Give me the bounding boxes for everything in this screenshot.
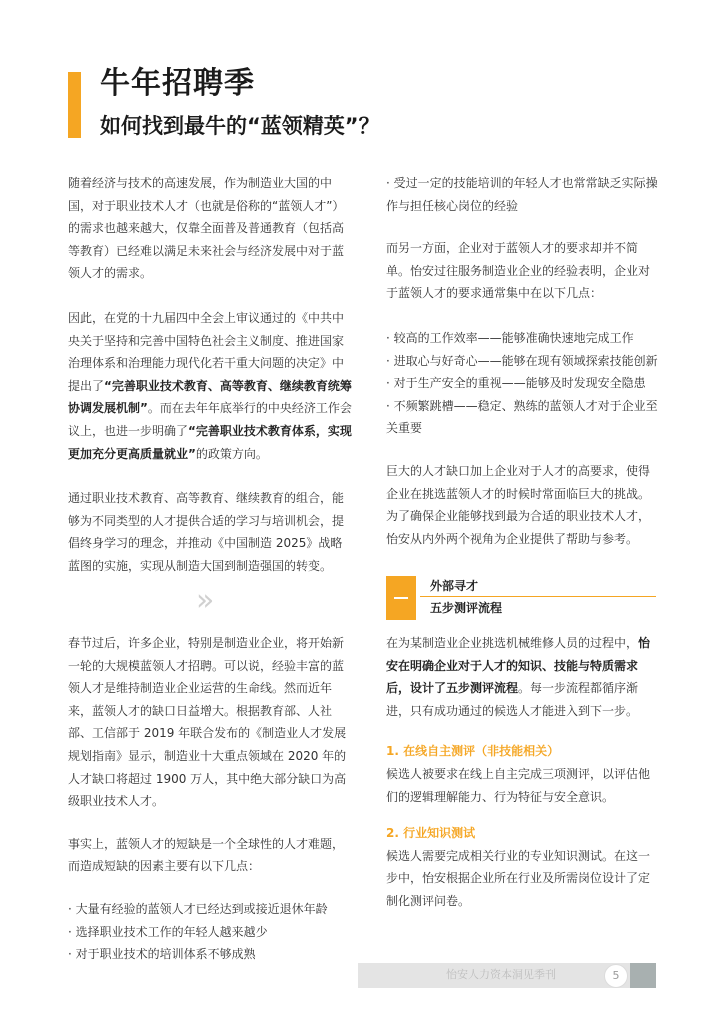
left-paragraph-1: 随着经济与技术的高速发展，作为制造业大国的中国，对于职业技术人才（也就是俗称的“蓝领人才”）的需求也越来越大，仅靠全面普及普通教育（包括高等教育）已经难以满足未来社会与经济发展中对于蓝领人才的需求。 — [68, 176, 345, 281]
p2-text-a: 因此，在党的十九届四中全会上审议通过的《中共中央关于坚持和完善中国特色社会主义制度、推进国家治理体系和治理能力现代化若干重大问题的决定》中提出了 — [68, 310, 345, 393]
left-paragraph-4: 春节过后，许多企业，特别是制造业企业，将开始新一轮的大规模蓝领人才招聘。可以说，经验丰富的蓝领人才是维持制造业企业运营的生命线。然而近年来，蓝领人才的缺口日益增大。根据教育部、人社部、工信部于 2019 年联合发布的《制造业人才发展规划指南》显示，制造业十大重点领域在 2020 年的人才缺口将超过 1900 万人，其中绝大部分缺口为高级职业技术人才。 — [68, 636, 347, 809]
p2-text-e: 的政策方向。 — [195, 446, 268, 461]
page-title: 牛年招聘季 — [100, 66, 255, 101]
right-bullet-list — [386, 327, 658, 440]
list-item: · 受过一定的技能培训的年轻人才也常常缺乏实际操作与担任核心岗位的经验 — [386, 176, 658, 213]
p2-bold-d: “完善职业技术教育体系，实现更加充分更高质量就业” — [68, 423, 352, 461]
p2-bold-b: “完善职业技术教育、高等教育、继续教育统筹协调发展机制” — [68, 378, 352, 416]
page-number: 5 — [604, 964, 628, 988]
footer-end-block — [630, 963, 656, 988]
left-column-top — [68, 172, 352, 578]
right-paragraph-1: 而另一方面，企业对于蓝领人才的要求却并不简单。怡安过往服务制造业企业的经验表明，企业对于蓝领人才的要求通常集中在以下几点： — [386, 241, 651, 301]
left-paragraph-3: 通过职业技术教育、高等教育、继续教育的组合，能够为不同类型的人才提供合适的学习与培训机会，提倡终身学习的理念，并推动《中国制造 2025》战略蓝图的实施，实现从制造大国到制造强国的转变。 — [68, 491, 345, 573]
list-item: · 对于生产安全的重视——能够及时发现安全隐患 — [386, 376, 646, 391]
left-paragraph-5: 事实上，蓝领人才的短缺是一个全球性的人才难题，而造成短缺的因素主要有以下几点： — [68, 836, 345, 874]
list-item: · 选择职业技术工作的年轻人越来越少 — [68, 924, 268, 939]
right-column-top — [386, 172, 658, 550]
list-item: · 不频繁跳槽——稳定、熟练的蓝领人才对于企业至关重要 — [386, 398, 658, 436]
double-chevron-icon: » — [196, 583, 211, 618]
p2-text-c: 。而在去年年底举行的中央经济工作会议上，也进一步明确了 — [68, 401, 352, 438]
section-title-line2: 五步测评流程 — [430, 601, 503, 615]
section-title-line1: 外部寻才 — [430, 579, 479, 593]
list-item: · 大量有经验的蓝领人才已经达到或接近退休年龄 — [68, 901, 328, 916]
step-1-title: 1. 在线自主测评（非技能相关） — [386, 744, 560, 759]
left-paragraph-2 — [68, 307, 352, 465]
footer-publication-name: 怡安人力资本洞见季刊 — [446, 968, 556, 981]
section-header — [386, 576, 656, 620]
list-item: · 对于职业技术的培训体系不够成熟 — [68, 947, 256, 962]
step-1-text: 候选人被要求在线上自主完成三项测评，以评估他们的逻辑理解能力、行为特征与安全意识。 — [386, 766, 651, 804]
step-2-text: 候选人需要完成相关行业的专业知识测试。在这一步中，怡安根据企业所在行业及所需岗位设计了定制化测评问卷。 — [386, 848, 651, 908]
right-column-bottom — [386, 632, 658, 913]
minus-icon — [386, 576, 416, 620]
left-column-bottom — [68, 632, 352, 966]
p3-text-c: 。每一步流程都循序渐进，只有成功通过的候选人才能进入到下一步。 — [386, 681, 639, 718]
list-item: · 进取心与好奇心——能够在现有领域探索技能创新 — [386, 353, 658, 368]
page-subtitle: 如何找到最牛的“蓝领精英”？ — [100, 114, 380, 138]
right-paragraph-3 — [386, 632, 658, 722]
left-bullet-list — [68, 898, 352, 966]
list-item: · 较高的工作效率——能够准确快速地完成工作 — [386, 330, 634, 345]
p3-bold-b: 怡安在明确企业对于人才的知识、技能与特质需求后，设计了五步测评流程 — [386, 636, 651, 696]
step-2-title: 2. 行业知识测试 — [386, 826, 476, 841]
title-accent-bar — [68, 72, 81, 138]
right-paragraph-2: 巨大的人才缺口加上企业对于人才的高要求，使得企业在挑选蓝领人才的时候时常面临巨大的挑战。为了确保企业能够找到最为合适的职业技术人才，怡安从内外两个视角为企业提供了帮助与参考。 — [386, 463, 651, 546]
p3-text-a: 在为某制造业企业挑选机械维修人员的过程中， — [386, 636, 639, 650]
section-divider — [420, 596, 656, 597]
